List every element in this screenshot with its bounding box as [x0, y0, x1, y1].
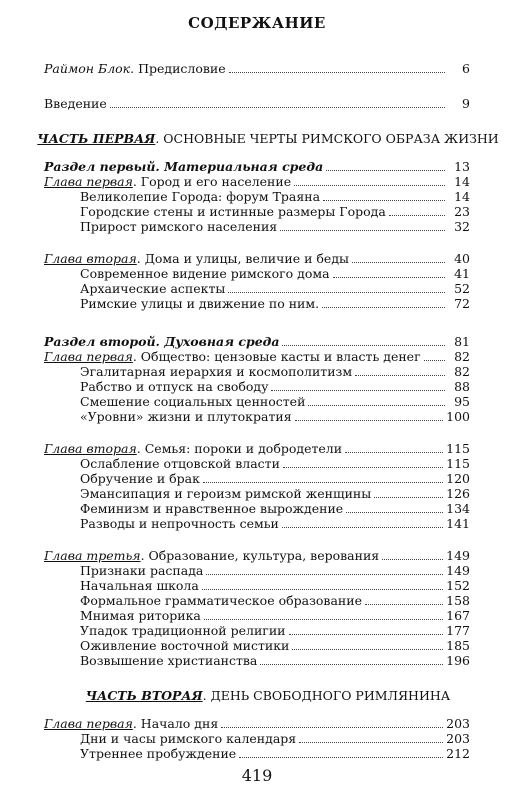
dot-leader — [294, 185, 445, 186]
entry-page: 126 — [446, 486, 470, 501]
entry-text: . Начало дня — [132, 716, 219, 731]
entry-text: Формальное грамматическое образование — [80, 593, 362, 608]
dot-leader — [299, 742, 443, 743]
entry-page: 196 — [446, 653, 470, 668]
entry-page: 52 — [454, 281, 470, 296]
dot-leader — [365, 604, 443, 605]
entry-page: 95 — [454, 394, 470, 409]
entry-text: Утреннее пробуждение — [80, 746, 237, 761]
entry-title — [80, 408, 292, 425]
toc-entry — [44, 95, 470, 112]
entry-text: Рабство и отпуск на свободу — [80, 379, 269, 394]
entry-page: 9 — [462, 96, 470, 111]
dot-leader — [221, 727, 443, 728]
entry-page: 88 — [454, 379, 470, 394]
part-heading — [37, 130, 499, 147]
dot-leader — [260, 664, 443, 665]
entry-lead: Раздел второй. Духовная среда — [44, 334, 280, 349]
toc-entry — [80, 408, 470, 425]
page-title: СОДЕРЖАНИЕ — [188, 14, 326, 32]
entry-page: 177 — [446, 623, 470, 638]
dot-leader — [326, 170, 445, 171]
dot-leader — [374, 497, 443, 498]
entry-page: 100 — [446, 409, 470, 424]
entry-text: Разводы и непрочность семьи — [80, 516, 279, 531]
entry-page: 203 — [446, 731, 470, 746]
entry-text: Смешение социальных ценностей — [80, 394, 306, 409]
entry-text: Эмансипация и героизм римской женщины — [80, 486, 372, 501]
entry-page: 158 — [446, 593, 470, 608]
entry-lead: Глава третья — [44, 548, 141, 563]
entry-text: . ОСНОВНЫЕ ЧЕРТЫ РИМСКОГО ОБРАЗА ЖИЗНИ — [155, 131, 499, 146]
dot-leader — [355, 375, 445, 376]
dot-leader — [202, 589, 443, 590]
entry-page: 81 — [454, 334, 470, 349]
dot-leader — [204, 619, 443, 620]
dot-leader — [110, 107, 445, 108]
entry-text: Мнимая риторика — [80, 608, 201, 623]
dot-leader — [323, 200, 445, 201]
entry-page: 82 — [454, 349, 470, 364]
entry-title — [80, 652, 257, 669]
toc-entry — [44, 60, 470, 77]
entry-page: 149 — [446, 548, 470, 563]
entry-text: Начальная школа — [80, 578, 199, 593]
toc-entry — [80, 745, 470, 762]
entry-page: 152 — [446, 578, 470, 593]
entry-title — [80, 218, 277, 235]
entry-page: 149 — [446, 563, 470, 578]
entry-lead: Глава вторая — [44, 441, 137, 456]
dot-leader — [345, 452, 443, 453]
entry-page: 82 — [454, 364, 470, 379]
part-heading — [48, 687, 488, 704]
entry-page: 115 — [446, 441, 470, 456]
entry-text: Римские улицы и движение по ним. — [80, 296, 320, 311]
dot-leader — [282, 527, 443, 528]
dot-leader — [229, 72, 445, 73]
entry-lead: Глава первая — [44, 349, 133, 364]
dot-leader — [228, 292, 445, 293]
entry-text: «Уровни» жизни и плутократия — [80, 409, 292, 424]
dot-leader — [346, 512, 443, 513]
entry-page: 14 — [454, 174, 470, 189]
entry-page: 14 — [454, 189, 470, 204]
entry-page: 141 — [446, 516, 470, 531]
entry-text: Упадок традиционной религии — [80, 623, 286, 638]
entry-text: . Предисловие — [130, 61, 226, 76]
dot-leader — [203, 482, 443, 483]
entry-text: Дни и часы римского календаря — [80, 731, 297, 746]
entry-page: 185 — [446, 638, 470, 653]
entry-title — [37, 130, 498, 147]
entry-page: 41 — [454, 266, 470, 281]
entry-text: . Образование, культура, верования — [140, 548, 380, 563]
dot-leader — [289, 634, 444, 635]
entry-text: . Семья: пороки и добродетели — [136, 441, 343, 456]
dot-leader — [333, 277, 445, 278]
dot-leader — [271, 390, 445, 391]
entry-page: 23 — [454, 204, 470, 219]
dot-leader — [382, 559, 443, 560]
entry-lead: Раймон Блок — [44, 61, 131, 76]
entry-text: Прирост римского населения — [80, 219, 278, 234]
entry-page: 203 — [446, 716, 470, 731]
entry-text: Великолепие Города: форум Траяна — [80, 189, 321, 204]
entry-page: 120 — [446, 471, 470, 486]
entry-text: . Город и его население — [132, 174, 292, 189]
toc-entry — [80, 515, 470, 532]
toc-entry — [80, 295, 470, 312]
entry-lead: Глава вторая — [44, 251, 137, 266]
entry-title — [86, 687, 450, 704]
entry-text: Ослабление отцовской власти — [80, 456, 280, 471]
dot-leader — [424, 360, 445, 361]
entry-page: 40 — [454, 251, 470, 266]
dot-leader — [206, 574, 443, 575]
entry-text: . ДЕНЬ СВОБОДНОГО РИМЛЯНИНА — [202, 688, 451, 703]
entry-text: Феминизм и нравственное вырождение — [80, 501, 344, 516]
entry-page: 115 — [446, 456, 470, 471]
entry-text: Архаические аспекты — [80, 281, 226, 296]
entry-text: . Дома и улицы, величие и беды — [136, 251, 349, 266]
dot-leader — [283, 467, 443, 468]
dot-leader — [295, 420, 444, 421]
dot-leader — [308, 405, 445, 406]
entry-text: Эгалитарная иерархия и космополитизм — [80, 364, 353, 379]
entry-text: . Общество: цензовые касты и власть денег — [132, 349, 421, 364]
entry-text: Признаки распада — [80, 563, 204, 578]
entry-title — [80, 745, 236, 762]
entry-page: 32 — [454, 219, 470, 234]
entry-text: Возвышение христианства — [80, 653, 258, 668]
entry-lead: ЧАСТЬ ПЕРВАЯ — [37, 131, 156, 146]
entry-lead: ЧАСТЬ ВТОРАЯ — [85, 688, 203, 703]
dot-leader — [322, 307, 445, 308]
dot-leader — [280, 230, 445, 231]
entry-page: 167 — [446, 608, 470, 623]
entry-title — [80, 515, 279, 532]
entry-lead: Глава первая — [44, 174, 133, 189]
entry-lead: Глава первая — [44, 716, 133, 731]
entry-text: Современное видение римского дома — [80, 266, 330, 281]
entry-page: 6 — [462, 61, 470, 76]
dot-leader — [352, 262, 445, 263]
dot-leader — [239, 757, 443, 758]
entry-text: Оживление восточной мистики — [80, 638, 290, 653]
entry-text: Городские стены и истинные размеры Города — [80, 204, 386, 219]
entry-title — [44, 95, 107, 112]
entry-text: Введение — [44, 96, 107, 111]
entry-page: 134 — [446, 501, 470, 516]
entry-page: 72 — [454, 296, 470, 311]
toc-entry — [80, 652, 470, 669]
entry-page: 212 — [446, 746, 470, 761]
dot-leader — [389, 215, 445, 216]
entry-title — [44, 60, 226, 77]
dot-leader — [292, 649, 443, 650]
entry-title — [80, 295, 319, 312]
toc-entry — [80, 218, 470, 235]
entry-page: 13 — [454, 159, 470, 174]
entry-text: Обручение и брак — [80, 471, 200, 486]
dot-leader — [282, 345, 445, 346]
page-number: 419 — [241, 766, 273, 785]
entry-lead: Раздел первый. Материальная среда — [44, 159, 324, 174]
